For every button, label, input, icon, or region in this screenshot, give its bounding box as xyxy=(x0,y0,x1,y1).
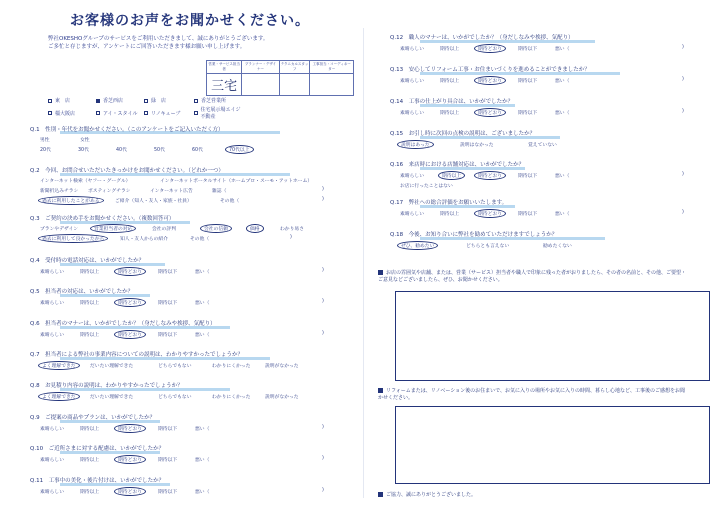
q8-option[interactable]: わかりにくかった xyxy=(212,395,251,400)
q2-option[interactable]: インターネット検索（ヤフー・グーグル） xyxy=(40,179,131,184)
intro-text xyxy=(48,35,348,51)
square-bullet-icon xyxy=(378,492,383,497)
q5-text: Q.5 担当者の対応は、いかがでしたか？ xyxy=(30,289,134,295)
intro-line-2: ご多忙と存じますが、アンケートにご回答いただきます様お願い申し上げます。 xyxy=(48,44,246,50)
q16-option[interactable]: 期待以下 xyxy=(518,174,538,179)
q3-option-selected[interactable]: 会社の信頼 xyxy=(200,224,232,233)
store-option[interactable]: 橿大阪店 xyxy=(48,106,96,120)
q12-option[interactable]: 期待以上 xyxy=(440,47,460,52)
q18-text: Q.18 今後、お知り合いに弊社を勧めていただけますでしょうか？ xyxy=(390,232,558,238)
q7-option[interactable]: だいたい理解できた xyxy=(90,364,134,369)
q15-option-selected[interactable]: 説明はあった xyxy=(397,140,434,149)
comment-box-1[interactable] xyxy=(395,291,710,381)
q17-text: Q.17 弊社への総合評価をお願いいたします。 xyxy=(390,200,508,206)
q6-option[interactable]: 期待以下 xyxy=(158,333,178,338)
store-option[interactable]: 住宅展示場エイジ不動産 xyxy=(194,106,242,120)
square-bullet-icon xyxy=(378,388,383,393)
q12-text: Q.12 職人のマナーは、いかがでしたか？（身だしなみや挨拶、気配り） xyxy=(390,35,574,41)
q16-option[interactable]: 悪い（ xyxy=(555,174,570,179)
q11-option[interactable]: 素晴らしい xyxy=(40,490,64,495)
q2-option[interactable]: ご紹介（知人・友人・家族・社員） xyxy=(115,199,192,204)
store-option[interactable]: 緑 店 xyxy=(144,97,194,104)
q5-option[interactable]: 期待以下 xyxy=(158,301,178,306)
page-title: お客様のお声をお聞かせください。 xyxy=(70,13,310,29)
footer-thanks: ご協力、誠にありがとうございました。 xyxy=(378,492,476,499)
q11-text: Q.11 工事中の美化・後片付けは、いかがでしたか？ xyxy=(30,478,165,484)
staff-header-technical: テクニカルスタッフ xyxy=(279,61,310,74)
store-checklist xyxy=(48,97,278,122)
square-bullet-icon xyxy=(378,270,383,275)
q7-option[interactable]: わかりにくかった xyxy=(212,364,251,369)
checkbox-icon xyxy=(194,111,198,115)
q14-option-selected[interactable]: 期待どおり xyxy=(474,108,506,117)
staff-header-construction: 工事担当・コーディネーター xyxy=(310,61,354,74)
q1-option[interactable]: 50代 xyxy=(154,148,165,153)
q4-option[interactable]: 期待以上 xyxy=(80,270,100,275)
q16-option-selected[interactable]: 期待どおり xyxy=(474,171,506,180)
q4-text: Q.4 受付時の電話対応は、いかがでしたか？ xyxy=(30,258,145,264)
q5-option[interactable]: 素晴らしい xyxy=(40,301,64,306)
q17-option[interactable]: 期待以上 xyxy=(440,212,460,217)
q9-option[interactable]: 期待以下 xyxy=(158,427,178,432)
q12-option[interactable]: 悪い（ xyxy=(555,47,570,52)
q13-option[interactable]: 素晴らしい xyxy=(400,79,424,84)
q1-option[interactable]: 40代 xyxy=(116,148,127,153)
q2-option[interactable]: インターネット広告 xyxy=(150,189,193,194)
q17-option[interactable]: 悪い（ xyxy=(555,212,570,217)
comment-prompt-2: リフォームまたは、リノベーション後のお住まいで、お気に入りの場所やお気に入りの時間、暮らし心地など、工事後のご感想をお聞かせください。 xyxy=(378,388,686,401)
store-option[interactable]: 香芝営業所 xyxy=(194,97,242,104)
q7-option[interactable]: 説明がなかった xyxy=(265,364,299,369)
staff-cell-construction[interactable] xyxy=(310,74,354,96)
store-option[interactable]: リノキューブ xyxy=(144,106,194,120)
q10-option[interactable]: 素晴らしい xyxy=(40,458,64,463)
q6-option-selected[interactable]: 期待どおり xyxy=(114,330,146,339)
q3-option-selected[interactable]: 過去に利用して良かったから xyxy=(38,234,108,243)
q11-option-selected[interactable]: 期待どおり xyxy=(114,487,146,496)
q9-option[interactable]: 素晴らしい xyxy=(40,427,64,432)
store-option[interactable]: 香芝西店 xyxy=(96,97,144,104)
q6-option[interactable]: 悪い（ xyxy=(195,333,210,338)
q3-option[interactable]: 会社の評判 xyxy=(152,227,176,232)
q12-option-selected[interactable]: 期待どおり xyxy=(474,44,506,53)
staff-cell-sales[interactable] xyxy=(207,74,242,96)
q4-option[interactable]: 悪い（ xyxy=(195,270,210,275)
q2-option[interactable]: 雑誌（ xyxy=(212,189,227,194)
q17-option[interactable]: 期待以下 xyxy=(518,212,538,217)
store-option[interactable]: 東 店 xyxy=(48,97,96,104)
q14-option[interactable]: 期待以下 xyxy=(518,111,538,116)
q2-text: Q.2 今回、お問合せいただいたきっかけをお聞かせください。（どれか一つ） xyxy=(30,168,224,174)
q18-option-selected[interactable]: ぜひ、勧めたい xyxy=(397,241,438,250)
checkbox-icon xyxy=(48,99,52,103)
q6-option[interactable]: 素晴らしい xyxy=(40,333,64,338)
q16-option[interactable]: お店に行ったことはない xyxy=(400,184,453,189)
staff-header-sales: 営業・サービス担当者 xyxy=(207,61,242,74)
q18-option[interactable]: 勧めたくない xyxy=(543,244,572,249)
q3-option-selected[interactable]: 営業担当者の対応 xyxy=(90,224,136,233)
q10-option[interactable]: 悪い（ xyxy=(195,458,210,463)
q2-option[interactable]: その他（ xyxy=(220,199,240,204)
q4-option[interactable]: 期待以下 xyxy=(158,270,178,275)
q16-text: Q.16 来店時における店舗対応は、いかがでしたか？ xyxy=(390,162,525,168)
q3-option[interactable]: プランやデザイン xyxy=(40,227,79,232)
column-divider xyxy=(363,28,364,498)
q6-text: Q.6 担当者のマナーは、いかがでしたか？（身だしなみや挨拶、気配り） xyxy=(30,321,216,327)
checkbox-checked-icon xyxy=(96,99,100,103)
q10-text: Q.10 ご近所さまに対する配慮は、いかがでしたか？ xyxy=(30,446,165,452)
q15-option[interactable]: 説明はなかった xyxy=(460,143,494,148)
q1-text: Q.1 性別・年代をお聞かせください。（このアンケートをご記入いただく方） xyxy=(30,127,224,133)
checkbox-icon xyxy=(194,99,198,103)
store-option[interactable]: アイ・スタイル xyxy=(96,106,144,120)
q2-option[interactable]: 新聞折込みチラシ xyxy=(40,189,79,194)
q2-option[interactable]: インターネットポータルサイト（ホームプロ・スーモ・アットホーム） xyxy=(160,179,313,184)
q1-option[interactable]: 20代 xyxy=(40,148,51,153)
q10-option[interactable]: 期待以下 xyxy=(158,458,178,463)
staff-handwritten-name: 三宅 xyxy=(211,79,238,94)
staff-cell-technical[interactable] xyxy=(279,74,310,96)
q4-option-selected[interactable]: 期待どおり xyxy=(114,267,146,276)
q1-option[interactable]: 女性 xyxy=(80,138,90,143)
checkbox-icon xyxy=(144,111,148,115)
q6-option[interactable]: 期待以上 xyxy=(80,333,100,338)
q12-option[interactable]: 素晴らしい xyxy=(400,47,424,52)
q13-option[interactable]: 期待以下 xyxy=(518,79,538,84)
q3-option[interactable]: その他（ xyxy=(190,237,210,242)
q1-option[interactable]: 30代 xyxy=(78,148,89,153)
q13-option-selected[interactable]: 期待どおり xyxy=(474,76,506,85)
q5-option-selected[interactable]: 期待どおり xyxy=(114,298,146,307)
q1-option-selected[interactable]: 70代以上 xyxy=(225,145,254,154)
q14-option[interactable]: 悪い（ xyxy=(555,111,570,116)
q8-option[interactable]: どちらでもない xyxy=(158,395,192,400)
q8-option[interactable]: だいたい理解できた xyxy=(90,395,134,400)
q14-option[interactable]: 期待以上 xyxy=(440,111,460,116)
staff-table xyxy=(206,60,354,96)
q3-option[interactable]: 知人・友人からの紹介 xyxy=(120,237,168,242)
q3-option-selected[interactable]: 価格 xyxy=(246,224,264,233)
q9-option[interactable]: 悪い（ xyxy=(195,427,210,432)
q9-option[interactable]: 期待以上 xyxy=(80,427,100,432)
q14-option[interactable]: 素晴らしい xyxy=(400,111,424,116)
q1-option[interactable]: 男性 xyxy=(40,138,50,143)
checkbox-icon xyxy=(144,99,148,103)
q9-text: Q.9 ご提案の商品やプランは、いかがでしたか？ xyxy=(30,415,156,421)
q11-option[interactable]: 期待以下 xyxy=(158,490,178,495)
intro-line-1: 弊社OKESHOグループのサービスをご利用いただきまして、誠にありがとうございます。 xyxy=(48,36,269,42)
staff-header-planner: プランナー・デザイナー xyxy=(242,61,279,74)
q14-text: Q.14 工事の仕上がり具合は、いかがでしたか？ xyxy=(390,99,514,105)
q1-option[interactable]: 60代 xyxy=(192,148,203,153)
q17-option[interactable]: 素晴らしい xyxy=(400,212,424,217)
comment-prompt-1: お店の雰囲気や店舗、または、営業（サービス）担当者や職人で印象に残った者がおりましたら、その者の名前と、その他、ご要望・ご意見などございましたら、ぜひ、お聞かせください。 xyxy=(378,270,687,283)
q7-option[interactable]: どちらでもない xyxy=(158,364,192,369)
q10-option[interactable]: 期待以上 xyxy=(80,458,100,463)
q18-option[interactable]: どちらとも言えない xyxy=(466,244,510,249)
q7-option-selected[interactable]: よく理解できた xyxy=(38,361,80,370)
q16-option[interactable]: 素晴らしい xyxy=(400,174,424,179)
q10-option-selected[interactable]: 期待どおり xyxy=(114,455,146,464)
q7-text: Q.7 担当者による弊社の事業内容についての説明は、わかりやすかったでしょうか？ xyxy=(30,352,243,358)
q8-text: Q.8 お見積り内容の説明は、わかりやすかったでしょうか？ xyxy=(30,383,183,389)
q13-option[interactable]: 期待以上 xyxy=(440,79,460,84)
checkbox-icon xyxy=(96,111,100,115)
q8-option-selected[interactable]: よく理解できた xyxy=(38,392,80,401)
q16-option-selected[interactable]: 期待以上 xyxy=(438,171,465,180)
checkbox-icon xyxy=(48,111,52,115)
q15-option[interactable]: 覚えていない xyxy=(528,143,557,148)
q5-option[interactable]: 悪い（ xyxy=(195,301,210,306)
q3-text: Q.3 ご契約の決め手をお聞かせください。（複数回答可） xyxy=(30,216,175,222)
q3-option[interactable]: わかり易さ xyxy=(280,227,304,232)
staff-cell-planner[interactable] xyxy=(242,74,279,96)
q2-option[interactable]: ポスティングチラシ xyxy=(88,189,131,194)
q11-option[interactable]: 期待以上 xyxy=(80,490,100,495)
q11-option[interactable]: 悪い（ xyxy=(195,490,210,495)
comment-box-2[interactable] xyxy=(395,406,710,484)
q8-option[interactable]: 説明がなかった xyxy=(265,395,299,400)
q12-option[interactable]: 期待以下 xyxy=(518,47,538,52)
q15-text: Q.15 お引し時に次回の点検の説明は、ございましたか？ xyxy=(390,131,536,137)
q13-option[interactable]: 悪い（ xyxy=(555,79,570,84)
q5-option[interactable]: 期待以上 xyxy=(80,301,100,306)
q17-option-selected[interactable]: 期待どおり xyxy=(474,209,506,218)
q2-option-selected[interactable]: 過去に利用したことがある xyxy=(38,196,104,205)
q13-text: Q.13 安心してリフォーム工事・お住まいづくりを進めることができましたか？ xyxy=(390,67,590,73)
q4-option[interactable]: 素晴らしい xyxy=(40,270,64,275)
q9-option-selected[interactable]: 期待どおり xyxy=(114,424,146,433)
